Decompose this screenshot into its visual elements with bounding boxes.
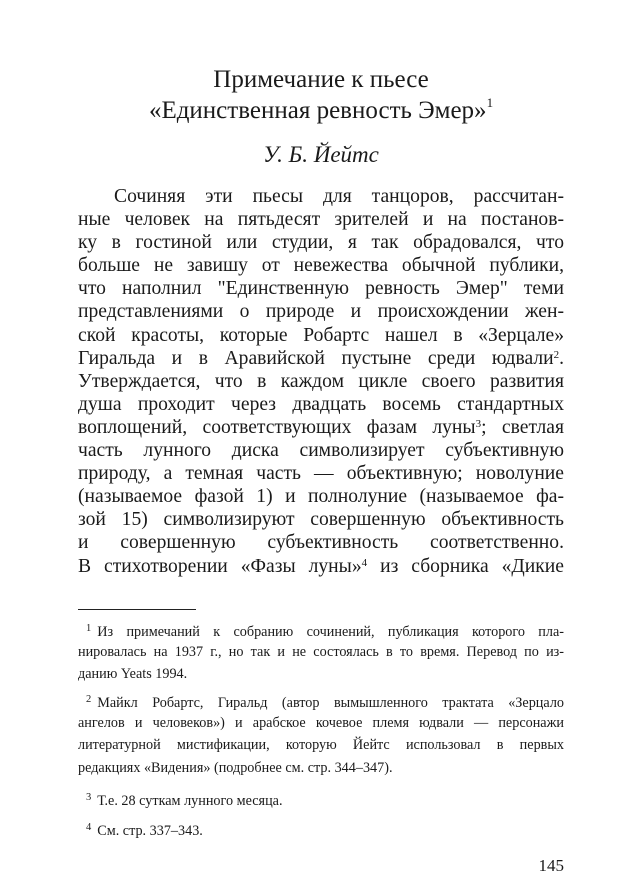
- text-line-with-ref: [78, 347, 564, 370]
- footnote-text: Майкл Робартс, Гиральд (автор вымышленного трактата «Зерцало: [97, 695, 564, 711]
- text-segment: воплощений, соответствующих фазам луны: [78, 416, 476, 438]
- text-line: (называемое фазой 1) и полнолуние (называемое фа-: [78, 486, 564, 508]
- text-segment: В стихотворении «Фазы луны»: [78, 555, 362, 577]
- footnote-text: Из примечаний к собранию сочинений, публикация которого пла-: [97, 624, 564, 640]
- footnote-number: 2: [86, 694, 92, 705]
- footnote-line: [78, 689, 564, 712]
- footnote-4: [78, 817, 564, 840]
- footnote-line: [78, 618, 564, 641]
- text-segment: ; светлая: [481, 416, 565, 438]
- title-line-1: Примечание к пьесе: [213, 66, 429, 93]
- footnote-number: 3: [86, 792, 92, 803]
- footnote-line: [78, 787, 564, 810]
- title-footnote-ref: 1: [486, 95, 494, 110]
- footnote-ref-2: 2: [553, 348, 560, 361]
- footnote-1: [78, 618, 564, 686]
- author-name: У. Б. Йейтс: [263, 142, 379, 167]
- page-title: [78, 64, 564, 126]
- text-line: ку в гостиной или студии, я так обрадовался, что: [78, 232, 564, 254]
- text-line: душа проходит через двадцать восемь стандартных: [78, 393, 564, 415]
- footnote-line: данию Yeats 1994.: [78, 666, 188, 682]
- text-line: зой 15) символизируют совершенную объективность: [78, 509, 564, 531]
- text-line-with-ref: [78, 555, 564, 578]
- text-line: больше не завишу от невежества обычной публики,: [78, 255, 564, 277]
- title-line-2: «Единственная ревность Эмер»: [148, 97, 487, 124]
- footnote-line: литературной мистификации, которую Йейтс использовал в первых: [78, 737, 564, 753]
- page-number: 145: [538, 856, 564, 875]
- text-line: ные человек на пятьдесят зрителей и на постанов-: [78, 209, 564, 231]
- footnote-number: 1: [86, 623, 92, 634]
- text-segment: .: [559, 347, 564, 369]
- footnote-text: Т.е. 28 суткам лунного месяца.: [97, 793, 283, 809]
- text-segment: из сборника «Дикие: [367, 555, 564, 577]
- footnote-separator: [78, 609, 196, 610]
- main-text: [78, 185, 564, 578]
- text-line: Сочиняя эти пьесы для танцоров, рассчитан-: [114, 186, 564, 207]
- text-line: что наполнил "Единственную ревность Эмер" теми: [78, 278, 564, 300]
- text-line: Утверждается, что в каждом цикле своего развития: [78, 370, 564, 392]
- footnote-3: [78, 787, 564, 810]
- text-segment: Гиральда и в Аравийской пустыне среди юдвали: [78, 347, 554, 369]
- text-line-with-ref: [78, 416, 564, 439]
- footnote-line: [78, 817, 564, 840]
- footnote-ref-3: 3: [475, 417, 482, 430]
- footnote-line: редакциях «Видения» (подробнее см. стр. 344–347).: [78, 759, 393, 776]
- text-line: природу, а темная часть — объективную; новолуние: [78, 463, 564, 485]
- text-line: представлениями о природе и происхождении жен-: [78, 301, 564, 323]
- footnote-text: См. стр. 337–343.: [97, 823, 203, 839]
- footnote-ref-4: 4: [361, 556, 368, 569]
- text-line: и совершенную субъективность соответственно.: [78, 532, 564, 554]
- text-line: ской красоты, которые Робартс нашел в «Зерцале»: [78, 324, 564, 346]
- footnote-line: нировалась на 1937 г., но так и не состоялась в то время. Перевод по из-: [78, 643, 564, 660]
- footnote-2: [78, 689, 564, 779]
- footnote-line: ангелов и человеков») и арабское кочевое племя юдвали — персонажи: [78, 714, 564, 731]
- text-line: часть лунного диска символизирует субъективную: [78, 440, 564, 462]
- footnote-number: 4: [86, 822, 92, 833]
